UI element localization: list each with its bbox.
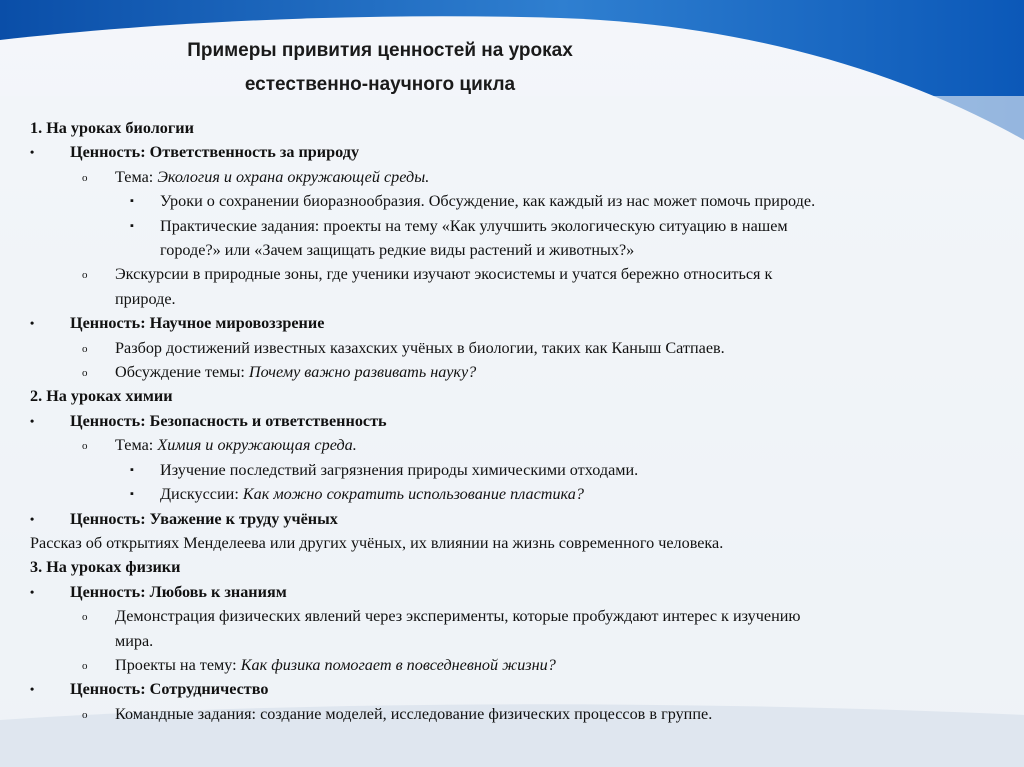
square-marker: ▪ (130, 195, 134, 208)
bullet-marker: • (30, 511, 35, 526)
title-line-1: Примеры привития ценностей на уроках (187, 40, 573, 61)
bullet-marker: • (30, 413, 35, 428)
sub-item: o Проекты на тему: Как физика помогает в повседневной жизни? (30, 653, 990, 677)
circle-marker: o (82, 342, 88, 355)
sub-item: o Экскурсии в природные зоны, где ученики изучают экосистемы и учатся бережно относиться к (30, 262, 990, 286)
value-item: • Ценность: Сотрудничество (30, 677, 990, 701)
slide-title (100, 34, 660, 102)
value-item: • Ценность: Уважение к труду учёных (30, 507, 990, 531)
section-heading-biology: 1. На уроках биологии (30, 119, 194, 137)
title-line-2: естественно-научного цикла (244, 74, 516, 95)
sub-item: o Обсуждение темы: Почему важно развивать науку? (30, 360, 990, 384)
value-item: • Ценность: Любовь к знаниям (30, 580, 990, 604)
value-item (30, 140, 990, 164)
bullet-marker: • (30, 145, 35, 160)
bullet-marker: • (30, 584, 35, 599)
circle-marker: o (82, 611, 88, 624)
circle-marker: o (82, 440, 88, 453)
square-marker: ▪ (130, 488, 134, 501)
section-heading-physics: 3. На уроках физики (30, 558, 181, 577)
circle-marker: o (82, 171, 88, 184)
circle-marker: o (82, 269, 88, 282)
sub-item: o Тема: Экология и охрана окружающей среды. (30, 165, 990, 189)
sub-item: o Демонстрация физических явлений через эксперименты, которые пробуждают интерес к изучению (30, 604, 990, 628)
sub-item-continuation: мира. (115, 631, 154, 650)
circle-marker: o (82, 708, 88, 721)
sub-sub-item: ▪ Практические задания: проекты на тему «Как улучшить экологическую ситуацию в нашем (30, 214, 990, 238)
square-marker: ▪ (130, 463, 134, 476)
value-item: • Ценность: Научное мировоззрение (30, 311, 990, 335)
sub-sub-item-continuation: городе?» или «Зачем защищать редкие виды растений и животных?» (160, 241, 635, 260)
value-text: Ценность: Ответственность за природу (70, 143, 360, 162)
sub-sub-item: ▪ Уроки о сохранении биоразнообразия. Обсуждение, как каждый из нас может помочь природе. (30, 189, 990, 213)
sub-sub-item: ▪ Дискуссии: Как можно сократить использование пластика? (30, 482, 990, 506)
sub-item: o Тема: Химия и окружающая среда. (30, 433, 990, 457)
slide-content (30, 116, 990, 726)
circle-marker: o (82, 367, 88, 380)
plain-paragraph: Рассказ об открытиях Менделеева или других учёных, их влиянии на жизнь современного человека. (30, 533, 724, 552)
topic-text: Экология и охрана окружающей среды. (157, 167, 430, 186)
bullet-marker: • (30, 682, 35, 697)
section-heading-chemistry: 2. На уроках химии (30, 387, 173, 406)
square-marker: ▪ (130, 219, 134, 232)
sub-sub-item: ▪ Изучение последствий загрязнения природы химическими отходами. (30, 458, 990, 482)
sub-item: o Разбор достижений известных казахских учёных в биологии, таких как Каныш Сатпаев. (30, 336, 990, 360)
circle-marker: o (82, 659, 88, 672)
bullet-marker: • (30, 316, 35, 331)
value-item: • Ценность: Безопасность и ответственность (30, 409, 990, 433)
sub-item-continuation: природе. (115, 289, 176, 308)
sub-item: o Командные задания: создание моделей, исследование физических процессов в группе. (30, 702, 990, 726)
